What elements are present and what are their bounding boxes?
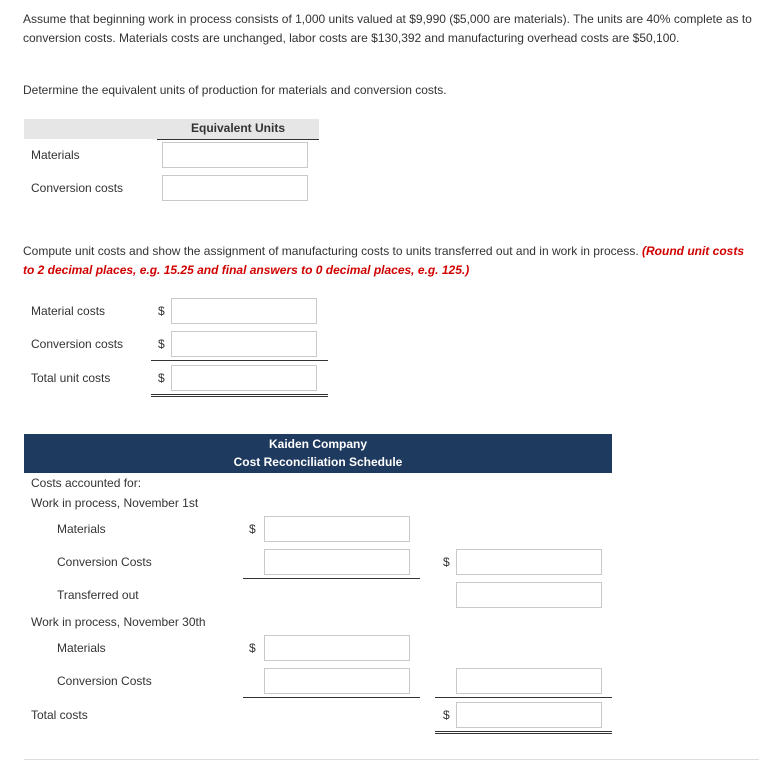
materials-1-label: Materials — [57, 522, 106, 536]
eu-conversion-input[interactable] — [162, 175, 308, 201]
materials-2-input[interactable] — [264, 635, 410, 661]
uc-conversion-input[interactable] — [171, 331, 317, 357]
total-costs-line-1 — [435, 731, 612, 732]
equivalent-units-header: Equivalent Units — [190, 121, 285, 135]
uc-dollar-total: $ — [158, 371, 165, 385]
problem-intro: Assume that beginning work in process consists of 1,000 units valued at $9,990 ($5,000 are materials). The units are 40% complete as to conversion costs. Materials costs are unchanged, labor costs are $130,392 and manufacturing overhead costs are $50,100. — [23, 12, 752, 45]
wip-nov30-subtotal-line — [243, 697, 420, 698]
part1-instruction: Determine the equivalent units of production for materials and conversion costs. — [23, 83, 447, 97]
uc-subtotal-line — [151, 360, 328, 361]
uc-dollar-material: $ — [158, 304, 165, 318]
schedule-title: Cost Reconciliation Schedule — [233, 455, 403, 469]
schedule-header — [24, 434, 612, 473]
wip-nov1-total-dollar: $ — [443, 555, 450, 569]
uc-total-line-1 — [151, 394, 328, 395]
conversion-1-input[interactable] — [264, 549, 410, 575]
materials-2-dollar: $ — [249, 641, 256, 655]
eu-label-materials: Materials — [31, 148, 80, 162]
part2-instruction-block — [23, 242, 758, 280]
eu-label-conversion: Conversion costs — [31, 181, 124, 195]
materials-2-label: Materials — [57, 641, 106, 655]
materials-1-input[interactable] — [264, 516, 410, 542]
bottom-divider — [24, 759, 759, 760]
header-underline — [157, 139, 319, 140]
schedule-company: Kaiden Company — [268, 437, 367, 451]
uc-label-material: Material costs — [31, 304, 106, 318]
wip-nov1-subtotal-line — [243, 578, 420, 579]
part2-instruction: Compute unit costs and show the assignment of manufacturing costs to units transferred out and in work in process. — [23, 244, 639, 258]
conversion-1-label: Conversion Costs — [57, 555, 152, 569]
uc-total-input[interactable] — [171, 365, 317, 391]
costs-accounted-for: Costs accounted for: — [31, 476, 142, 490]
materials-1-dollar: $ — [249, 522, 256, 536]
eu-materials-input[interactable] — [162, 142, 308, 168]
transferred-out-label: Transferred out — [57, 588, 139, 602]
wip-nov1-total-input[interactable] — [456, 549, 602, 575]
total-subtotal-line — [435, 697, 612, 698]
wip-nov30-total-input[interactable] — [456, 668, 602, 694]
total-costs-label: Total costs — [31, 708, 88, 722]
transferred-out-input[interactable] — [456, 582, 602, 608]
total-costs-dollar: $ — [443, 708, 450, 722]
uc-dollar-conversion: $ — [158, 337, 165, 351]
uc-label-conversion: Conversion costs — [31, 337, 124, 351]
total-costs-line-2 — [435, 733, 612, 734]
part2-rounding-hint: (Round unit costs to 2 decimal places, e.g. 15.25 and final answers to 0 decimal places, e.g. 125.) — [23, 244, 744, 277]
uc-label-total: Total unit costs — [31, 371, 111, 385]
total-costs-input[interactable] — [456, 702, 602, 728]
wip-nov1-label: Work in process, November 1st — [31, 496, 199, 510]
wip-nov30-label: Work in process, November 30th — [31, 615, 206, 629]
conversion-2-label: Conversion Costs — [57, 674, 152, 688]
uc-material-input[interactable] — [171, 298, 317, 324]
conversion-2-input[interactable] — [264, 668, 410, 694]
uc-total-line-2 — [151, 396, 328, 397]
